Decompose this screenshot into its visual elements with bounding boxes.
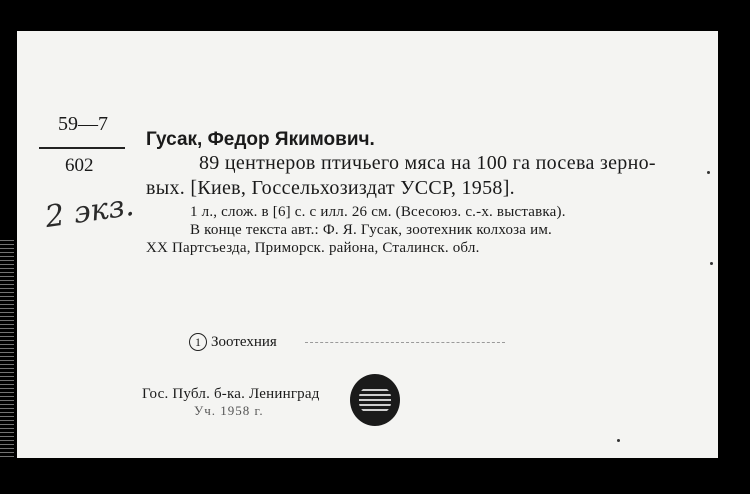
author-heading: Гусак, Федор Якимович.: [146, 129, 375, 150]
tracing-number: 1: [189, 333, 207, 351]
ink-speck: [707, 171, 710, 174]
library-seal-icon: [350, 374, 400, 426]
scan-edge-left: [0, 240, 14, 494]
physical-description: 1 л., слож. в [6] с. с илл. 26 см. (Всесоюз. с.-х. выставка).: [190, 204, 566, 220]
shelf-mark-bottom: 602: [65, 155, 94, 176]
tracing-text: Зоотехния: [211, 334, 277, 350]
ink-speck: [617, 439, 620, 442]
library-stamp-line-2: Уч. 1958 г.: [194, 403, 264, 418]
note-line-2: XX Партсъезда, Приморск. района, Сталинск. обл.: [146, 240, 480, 256]
library-stamp-line-1: Гос. Публ. б-ка. Ленинград: [142, 386, 320, 402]
shelf-mark-rule: [39, 147, 125, 149]
catalog-card: [17, 31, 718, 458]
scan-edge-bottom: [0, 458, 750, 494]
title-line-2: вых. [Киев, Госсельхозиздат УССР, 1958].: [146, 177, 515, 199]
tracing-dashed-line: [305, 342, 505, 343]
ink-speck: [710, 262, 713, 265]
note-line-1: В конце текста авт.: Ф. Я. Гусак, зоотехник колхоза им.: [190, 222, 552, 238]
shelf-mark-top: 59—7: [58, 113, 108, 135]
subject-tracing: [189, 333, 277, 351]
title-line-1: 89 центнеров птичьего мяса на 100 га посева зерно-: [199, 152, 656, 174]
handwritten-note: 2 экз.: [42, 187, 137, 236]
